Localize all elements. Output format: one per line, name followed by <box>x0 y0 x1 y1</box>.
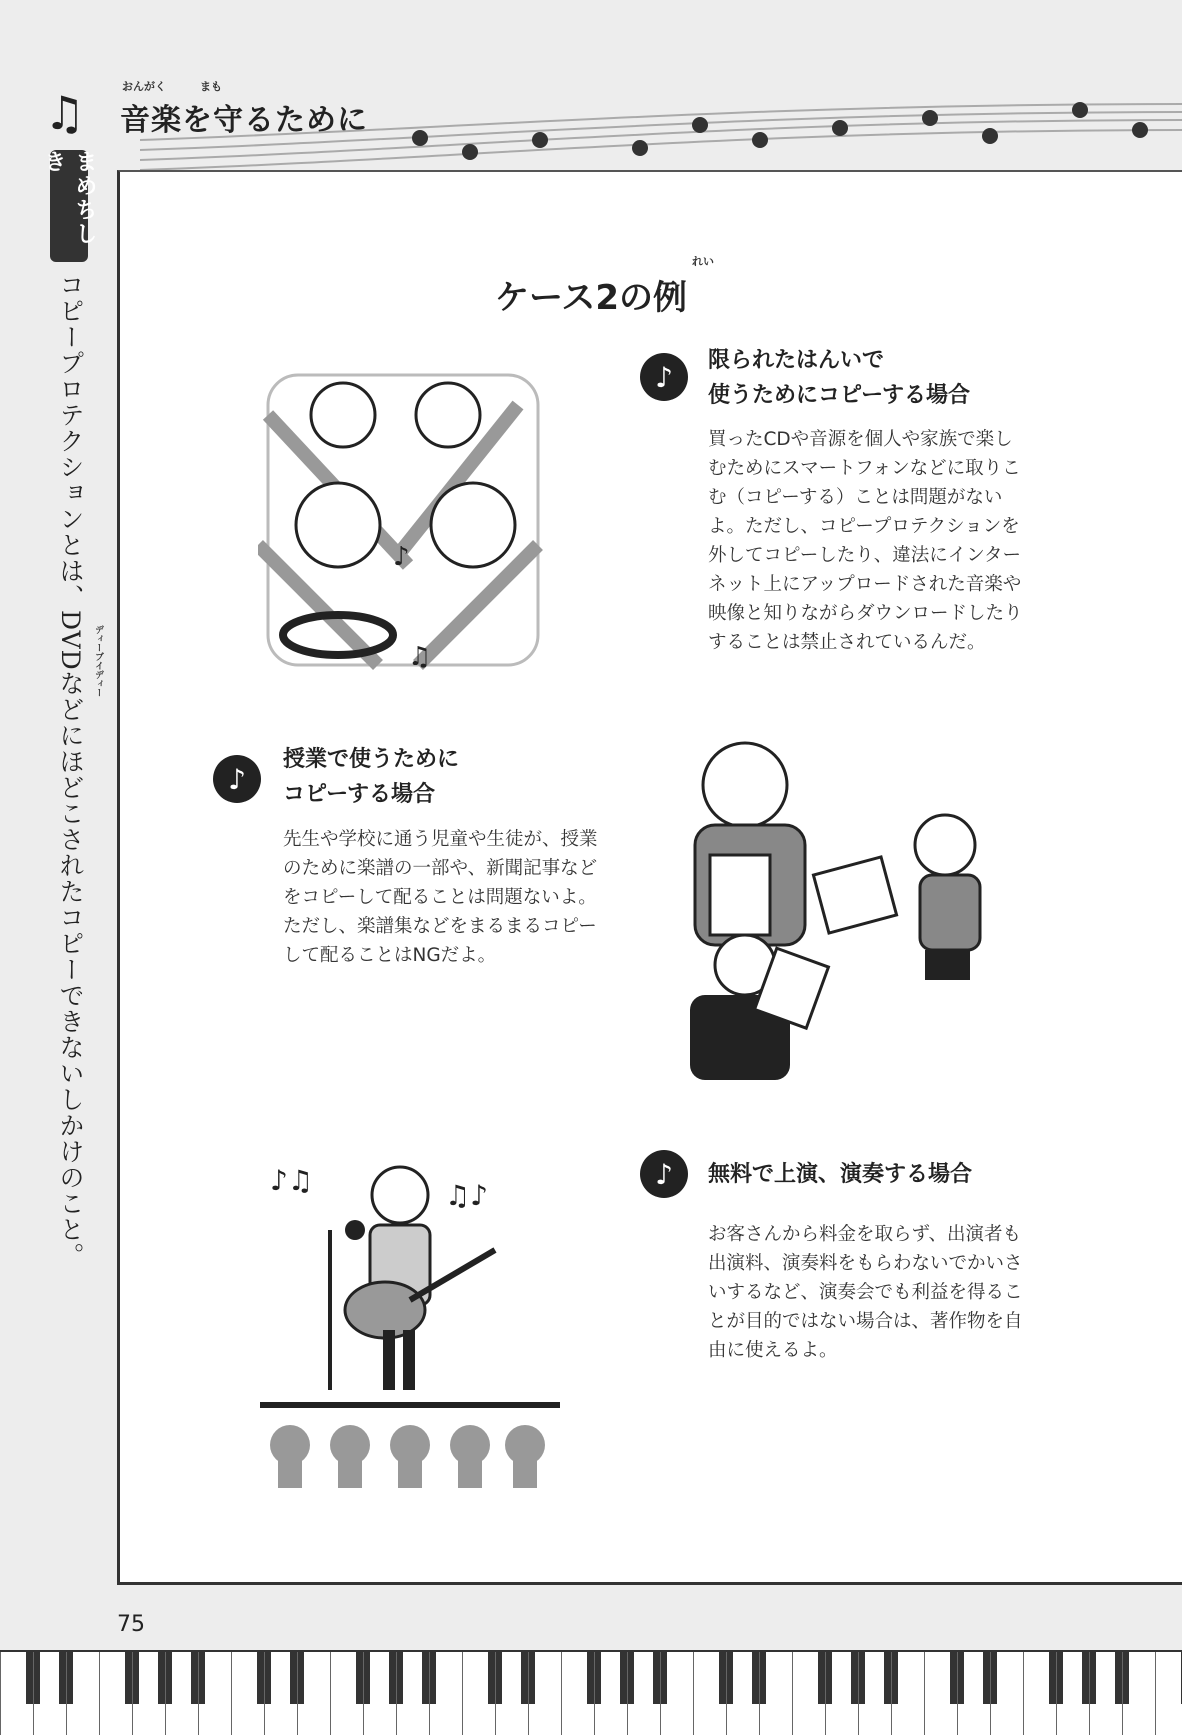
piano-white-key-divider <box>594 1652 595 1735</box>
section-2-body: 先生や学校に通う児童や生徒が、授業のために楽譜の一部や、新聞記事などをコピーして配ることは問題ないよ。ただし、楽譜集などをまるまるコピーして配ることはNGだよ。 <box>283 829 598 966</box>
piano-white-key-divider <box>924 1652 925 1735</box>
piano-white-key-divider <box>330 1652 331 1735</box>
piano-white-key-divider <box>165 1652 166 1735</box>
music-staff-decoration <box>140 100 1182 180</box>
section-1-heading <box>708 343 1008 413</box>
title-ruby-2: まも <box>200 80 222 93</box>
piano-white-key-divider <box>528 1652 529 1735</box>
piano-white-key-divider <box>660 1652 661 1735</box>
piano-white-key-divider <box>132 1652 133 1735</box>
piano-white-key-divider <box>198 1652 199 1735</box>
piano-white-key-divider <box>66 1652 67 1735</box>
title-ruby-1: おんがく <box>122 80 166 93</box>
piano-white-key-divider <box>33 1652 34 1735</box>
piano-white-key-divider <box>1023 1652 1024 1735</box>
piano-white-key-divider <box>0 1652 1 1735</box>
svg-text:♪♫: ♪♫ <box>270 1164 313 1197</box>
piano-white-key-divider <box>396 1652 397 1735</box>
piano-white-key-divider <box>1122 1652 1123 1735</box>
page-number: 75 <box>117 1612 145 1637</box>
section-3-heading: 無料で上演、演奏する場合 <box>708 1162 973 1187</box>
svg-text:♫♪: ♫♪ <box>445 1179 488 1212</box>
music-note-icon: ♪ <box>640 1150 688 1198</box>
piano-white-key-divider <box>825 1652 826 1735</box>
teacher-students-illustration <box>670 725 990 1085</box>
piano-white-key-divider <box>462 1652 463 1735</box>
piano-white-key-divider <box>990 1652 991 1735</box>
piano-white-key-divider <box>495 1652 496 1735</box>
piano-white-key-divider <box>1155 1652 1156 1735</box>
piano-white-key-divider <box>759 1652 760 1735</box>
section-2-heading-line1: 授業で使うために <box>283 747 460 772</box>
piano-white-key-divider <box>1089 1652 1090 1735</box>
piano-white-key-divider <box>429 1652 430 1735</box>
piano-white-key-divider <box>363 1652 364 1735</box>
music-note-icon: ♪ <box>213 755 261 803</box>
header-title: 音楽を守るために <box>120 103 368 138</box>
case-title: ケース2の例 <box>495 278 687 318</box>
piano-white-key-divider <box>891 1652 892 1735</box>
svg-text:♪: ♪ <box>393 542 410 572</box>
piano-white-key-divider <box>99 1652 100 1735</box>
section-2-heading-line2: コピーする場合 <box>283 782 436 807</box>
side-tag: まめちしき <box>50 150 88 262</box>
music-notes-icon: ♫ <box>44 86 86 140</box>
music-note-icon: ♪ <box>640 353 688 401</box>
piano-white-key-divider <box>726 1652 727 1735</box>
section-1-heading-line1: 限られたはんいで <box>708 348 885 373</box>
piano-keys-footer <box>0 1650 1182 1735</box>
piano-white-key-divider <box>858 1652 859 1735</box>
piano-white-key-divider <box>693 1652 694 1735</box>
family-car-illustration <box>258 345 558 675</box>
side-ruby: ディーブイディー <box>93 625 103 697</box>
guitarist-stage-illustration <box>260 1150 570 1490</box>
piano-white-key-divider <box>627 1652 628 1735</box>
piano-white-key-divider <box>231 1652 232 1735</box>
section-2-heading <box>283 742 583 812</box>
side-text: コピープロテクションとは、DVDなどにほどこされたコピーできないしかけのこと。 <box>56 272 85 1269</box>
piano-white-key-divider <box>561 1652 562 1735</box>
piano-white-key-divider <box>792 1652 793 1735</box>
section-3-body: お客さんから料金を取らず、出演者も出演料、演奏料をもらわないでかいさいするなど、演奏会でも利益を得ることが目的ではない場合は、著作物を自由に使えるよ。 <box>708 1224 1023 1361</box>
section-1-body: 買ったCDや音源を個人や家族で楽しむためにスマートフォンなどに取りこむ（コピーする）ことは問題がないよ。ただし、コピープロテクションを外してコピーしたり、違法にインターネット上にアップロードされた音楽や映像と知りながらダウンロードしたりすることは禁止されているんだ。 <box>708 429 1023 653</box>
piano-white-key-divider <box>297 1652 298 1735</box>
piano-white-key-divider <box>264 1652 265 1735</box>
case-title-ruby: れい <box>692 255 714 268</box>
svg-text:♫: ♫ <box>408 642 432 672</box>
piano-white-key-divider <box>1056 1652 1057 1735</box>
section-1-heading-line2: 使うためにコピーする場合 <box>708 383 971 408</box>
piano-white-key-divider <box>957 1652 958 1735</box>
